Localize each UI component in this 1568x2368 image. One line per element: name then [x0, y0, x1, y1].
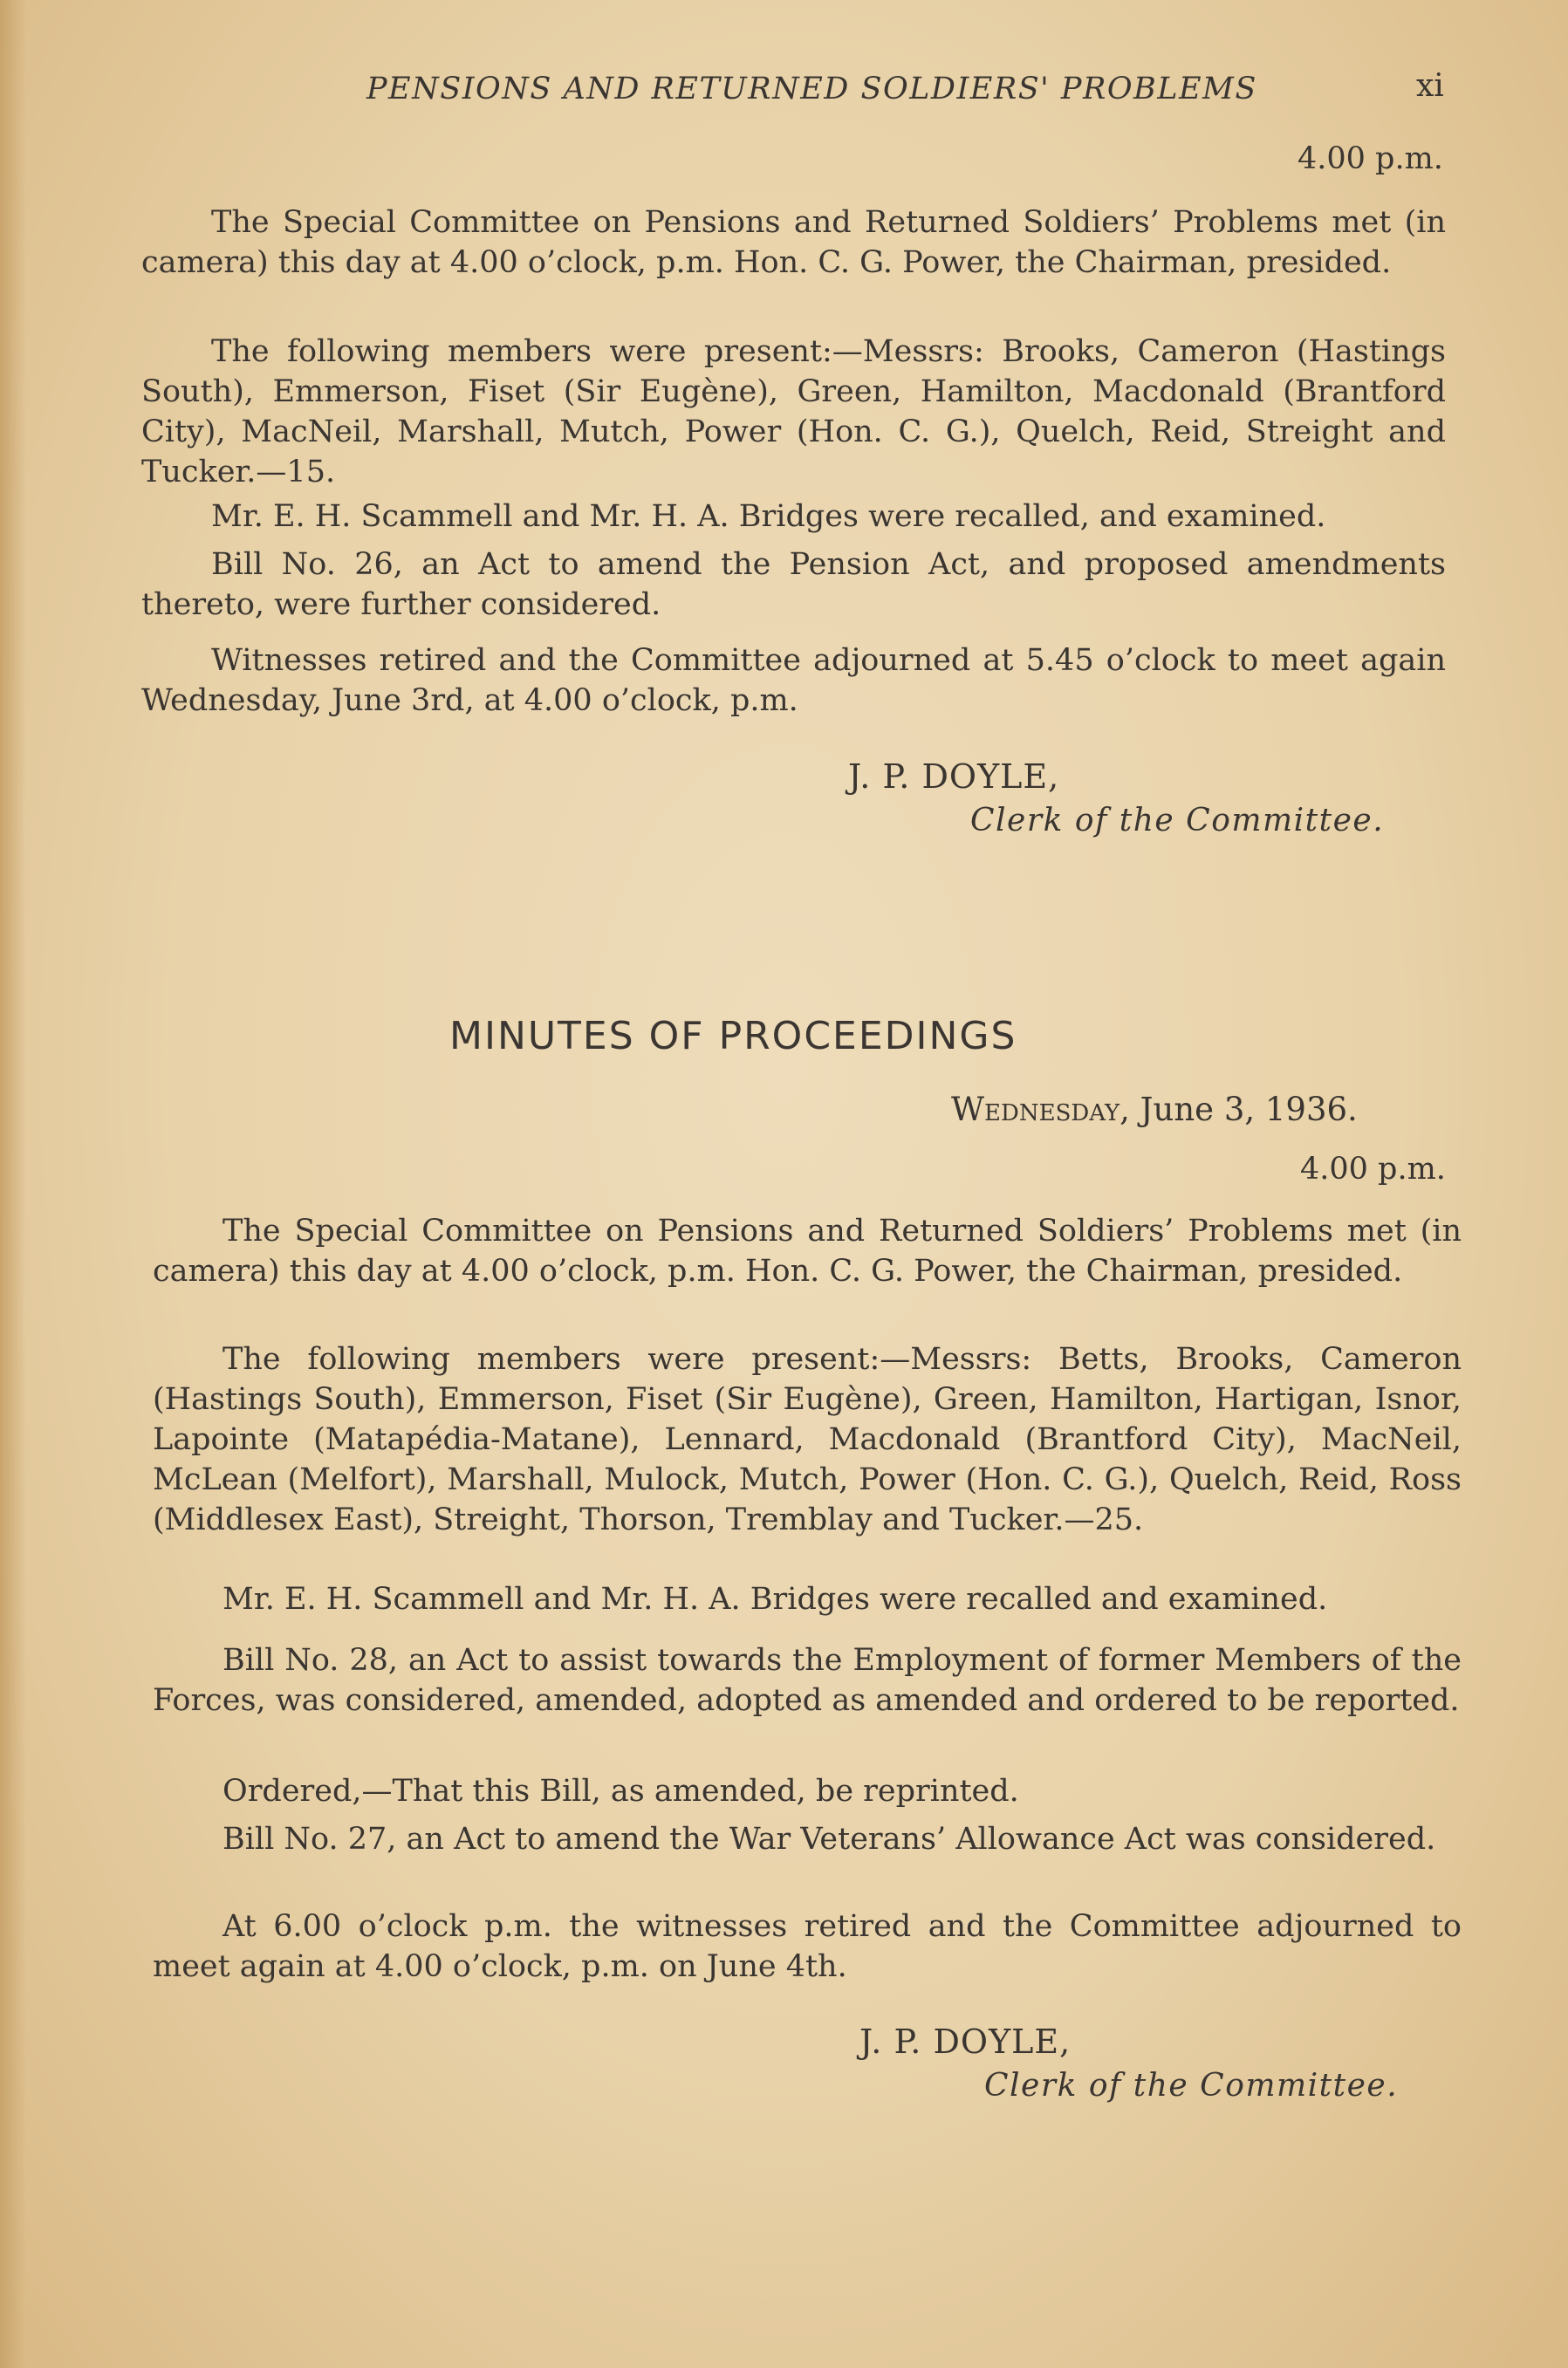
signature-title: Clerk of the Committee. [970, 803, 1385, 838]
paragraph-ordered: Ordered,—That this Bill, as amended, be reprinted. [223, 1774, 1019, 1809]
paragraph-members-present [141, 332, 1446, 492]
page-number: xi [1416, 68, 1444, 104]
paragraph: The Special Committee on Pensions and Returned Soldiers’ Problems met (in camera) this day at 4.00 o’clock, p.m. Hon. C. G. Power, the Chairman, presided. [141, 205, 1446, 280]
meeting-date [951, 1091, 1358, 1128]
meeting-time: 4.00 p.m. [1298, 141, 1443, 176]
members-text: The following members were present:—Messrs: Brooks, Cameron (Hastings South), Emmerson, Fiset (Sir Eugène), Green, Hamilton, Macdonald (Brantford City), MacNeil, Marshall, Mutch, Power (Hon. C. G.), Quelch, Reid, Streight and Tucker.—15. [141, 334, 1446, 489]
meeting-time: 4.00 p.m. [1300, 1152, 1446, 1187]
paragraph: The Special Committee on Pensions and Returned Soldiers’ Problems met (in camera) this day at 4.00 o’clock, p.m. Hon. C. G. Power, the Chairman, presided. [153, 1214, 1462, 1289]
paragraph: At 6.00 o’clock p.m. the witnesses retired and the Committee adjourned to meet again at 4.00 o’clock, p.m. on June 4th. [153, 1909, 1462, 1984]
paragraph: Bill No. 27, an Act to amend the War Veterans’ Allowance Act was considered. [223, 1822, 1436, 1857]
signature-name: J. P. DOYLE, [859, 2022, 1072, 2061]
paragraph: Mr. E. H. Scammell and Mr. H. A. Bridges were recalled and examined. [223, 1582, 1328, 1617]
meeting-date-rest: , June 3, 1936. [1120, 1091, 1358, 1128]
paragraph: Bill No. 28, an Act to assist towards the Employment of former Members of the Forces, was considered, amended, adopted as amended and ordered to be reported. [153, 1643, 1462, 1718]
page-edge-shading [0, 0, 26, 2368]
section-heading: MINUTES OF PROCEEDINGS [449, 1014, 1017, 1058]
paragraph: Bill No. 26, an Act to amend the Pension Act, and proposed amendments thereto, were further considered. [141, 547, 1446, 622]
meeting-day: Wednesday [951, 1091, 1120, 1128]
paragraph-members-present: The following members were present:—Messrs: Betts, Brooks, Cameron (Hastings South), Emmerson, Fiset (Sir Eugène), Green, Hamilton, Hartigan, Isnor, Lapointe (Matapédia-Matane), Lennard, Macdonald (Brantford City), MacNeil, McLean (Melfort), Marshall, Mulock, Mutch, Power (Hon. C. G.), Quelch, Reid, Ross (Middlesex East), Streight, Thorson, Tremblay and Tucker.—25. [153, 1342, 1462, 1537]
running-head: PENSIONS AND RETURNED SOLDIERS' PROBLEMS [366, 72, 1257, 106]
signature-title: Clerk of the Committee. [984, 2068, 1399, 2104]
signature-name: J. P. DOYLE, [848, 757, 1060, 796]
paragraph: Mr. E. H. Scammell and Mr. H. A. Bridges were recalled, and examined. [211, 499, 1326, 534]
paragraph: Witnesses retired and the Committee adjourned at 5.45 o’clock to meet again Wednesday, June 3rd, at 4.00 o’clock, p.m. [141, 643, 1446, 718]
